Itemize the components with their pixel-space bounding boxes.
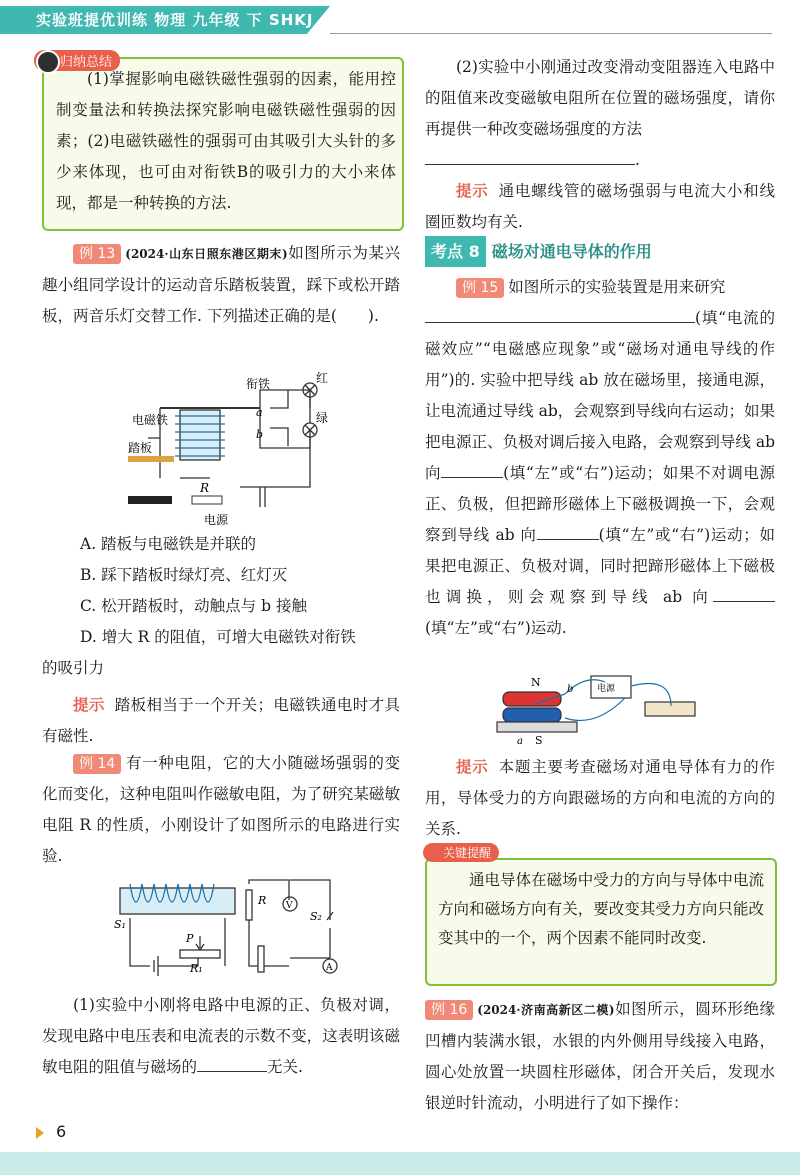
fig14-s1: S₁ (114, 918, 126, 931)
tip-14: 通电螺线管的磁场强弱与电流大小和线圈匝数均有关. (425, 182, 775, 231)
summary-paragraph: (1)掌握影响电磁铁磁性强弱的因素，能用控制变量法和转换法探究影响电磁铁磁性强弱的因素；(2)电磁铁磁性的强弱可由其吸引大头针的多少来体现，也可由对衔铁B的吸引力的大小来体现，都是一种转换的方法. (56, 70, 396, 212)
kaodian-label: 考点 8 (425, 236, 486, 267)
fig13-a: a (256, 406, 263, 419)
fig14-r: R (258, 894, 267, 907)
kaodian-8 (425, 236, 775, 268)
tip-15-block (425, 752, 775, 845)
figure-15-apparatus (495, 668, 725, 748)
ex15-blank-4[interactable] (713, 583, 775, 602)
fig14-p: P (186, 932, 194, 945)
example-15-t5: (填“左”或“右”)运动. (425, 619, 567, 637)
q2-end: . (635, 151, 640, 169)
header-title: 实验班提优训练 物理 九年级 下 SHKJ (36, 11, 314, 29)
q1-text: (1)实验中小刚将电路中电源的正、负极对调，发现电路中电压表和电流表的示数不变，这表明该磁敏电阻的阻值与磁场的 (42, 996, 400, 1076)
q2-text: (2)实验中小刚通过改变滑动变阻器连入电路中的阻值来改变磁敏电阻所在位置的磁场强度，请你再提供一种改变磁场强度的方法 (425, 58, 775, 138)
tip-13: 踏板相当于一个开关；电磁铁通电时才具有磁性. (42, 696, 400, 745)
footer-bar (0, 1152, 800, 1175)
figure-14-circuit (110, 876, 340, 976)
page-header (0, 0, 800, 40)
kaodian-title: 磁场对通电导体的作用 (491, 242, 652, 261)
fig14-a: A (326, 963, 333, 973)
fig15-a: a (517, 736, 523, 747)
example-13-label: 例 13 (73, 244, 121, 264)
example-14-label: 例 14 (73, 754, 121, 774)
tip-15: 本题主要考查磁场对通电导体有力的作用，导体受力的方向跟磁场的方向和电流的方向的关系. (425, 758, 775, 838)
example-16-label: 例 16 (425, 1000, 473, 1020)
example-15-t3: (填“左”或“右”)运动；如果不对调电源正、负极，但把蹄形磁体上下磁极调换一下，会观察到导线 ab 向 (425, 464, 775, 544)
example-16-text: 如图所示，圆环形绝缘凹槽内装满水银，水银的内外侧用导线接入电路，圆心处放置一块圆柱形磁体，闭合开关后，发现水银逆时针流动，小明进行了如下操作： (425, 1000, 775, 1112)
example-15-t4: (填“左”或“右”)运动；如果把电源正、负极对调，同时把蹄形磁体上下磁极也调换，则会观察到导线 ab 向 (425, 526, 775, 606)
fig13-armature: 衔铁 (246, 377, 271, 391)
q1-blank[interactable] (197, 1053, 267, 1072)
fig15-b: b (567, 684, 574, 695)
example-16-source: (2024·济南高新区二模) (477, 1003, 615, 1017)
option-a: A. 踏板与电磁铁是并联的 (80, 535, 257, 553)
option-d-cont: 的吸引力 (42, 659, 105, 677)
ex15-blank-1[interactable] (425, 304, 695, 323)
fig13-pedal-bar (128, 456, 174, 462)
fig13-r: R (200, 481, 210, 495)
example-13-text: 如图所示为某兴趣小组同学设计的运动音乐踏板装置，踩下或松开踏板，两音乐灯交替工作. 下列描述正确的是( ). (42, 244, 400, 325)
fig13-red: 红 (316, 371, 329, 385)
option-c: C. 松开踏板时，动触点与 b 接触 (80, 597, 307, 615)
key-paragraph: 通电导体在磁场中受力的方向与导体中电流方向和磁场方向有关，要改变其受力方向只能改变其中的一个，两个因素不能同时改变. (438, 871, 764, 947)
tip-13-label: 提示 (73, 696, 105, 714)
ex15-blank-2[interactable] (441, 459, 503, 478)
example-15-t2: (填“电流的磁效应”“电磁感应现象”或“磁场对通电导线的作用”)的. 实验中把导线 ab 放在磁场里，接通电源，让电流通过导线 ab，会观察到导线向右运动；如果把电源正、负极对调后接入电路，会观察到导线 ab 向 (425, 309, 775, 482)
electromagnet-core (180, 410, 220, 460)
fig13-green: 绿 (316, 411, 329, 425)
tip-14-label: 提示 (456, 182, 489, 200)
example-14-text: 有一种电阻，它的大小随磁场强弱的变化而变化，这种电阻叫作磁敏电阻，为了研究某磁敏电阻 R 的性质，小刚设计了如图所示的电路进行实验. (42, 754, 400, 865)
option-b: B. 踩下踏板时绿灯亮、红灯灭 (80, 566, 288, 584)
tip-15-label: 提示 (456, 758, 489, 776)
example-15-label: 例 15 (456, 278, 504, 298)
fig15-s: S (535, 734, 543, 747)
summary-text (56, 64, 396, 219)
fig14-s2: S₂ (310, 910, 322, 923)
header-rule (330, 33, 772, 34)
example-16 (425, 994, 775, 1119)
fig13-magnet: 电磁铁 (132, 413, 169, 427)
example-15-t1: 如图所示的实验装置是用来研究 (508, 278, 726, 296)
option-d: D. 增大 R 的阻值，可增大电磁铁对衔铁 (80, 628, 356, 646)
fig13-pedal: 踏板 (128, 441, 153, 455)
figure-13-circuit (120, 368, 340, 528)
example-13-options (42, 529, 400, 752)
fig14-v: V (286, 901, 293, 911)
fig15-power: 电源 (597, 684, 616, 694)
ex15-blank-3[interactable] (537, 521, 599, 540)
example-15 (425, 272, 775, 644)
fig13-power: 电源 (204, 513, 229, 527)
example-14 (42, 748, 400, 872)
fig15-n: N (531, 676, 541, 689)
q2-blank[interactable] (425, 146, 635, 165)
key-reminder-text (438, 866, 764, 953)
key-reminder-tag: 关键提醒 (423, 843, 499, 862)
example-14-q2 (425, 52, 775, 238)
page-number: 6 (56, 1122, 67, 1141)
example-14-q1 (42, 990, 400, 1083)
example-13-source: (2024·山东日照东港区期末) (125, 247, 288, 261)
page-arrow-icon (36, 1127, 44, 1139)
fig14-r1: R₁ (190, 962, 203, 975)
summary-tag: 归纳总结 (34, 50, 120, 71)
example-13 (42, 238, 400, 332)
q1-end: 无关. (267, 1058, 303, 1076)
fig13-b: b (256, 428, 264, 441)
